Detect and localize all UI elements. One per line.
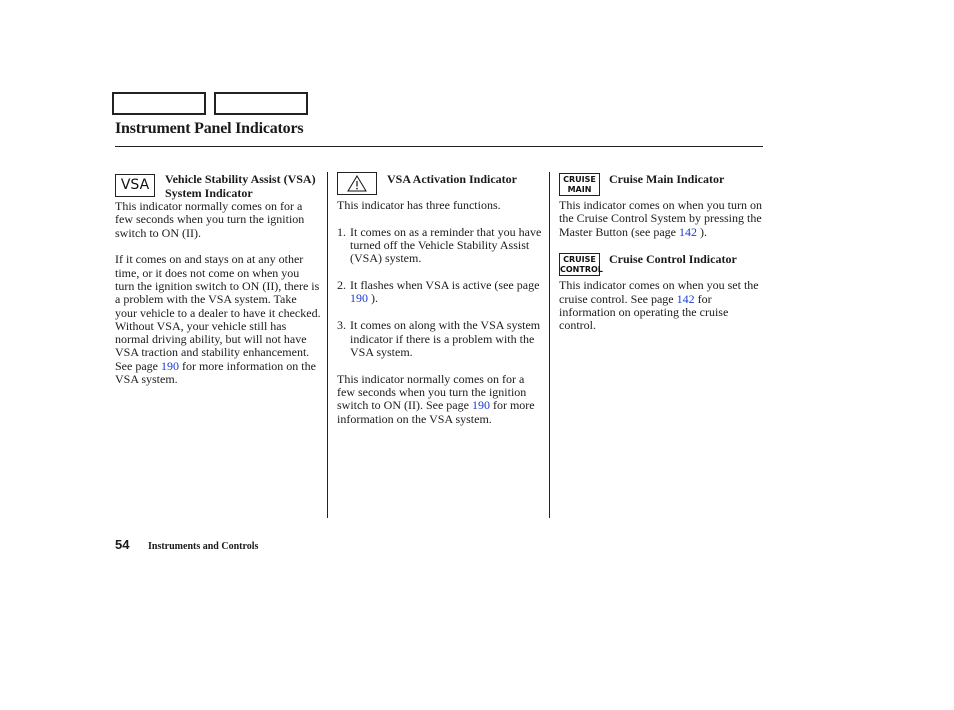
vsa-activation-list: [337, 226, 543, 359]
vsa-icon-label: VSA: [120, 177, 150, 193]
cruise-control-paragraph: This indicator comes on when you set the cruise control. See page 142 for information on operating the cruise control.: [559, 278, 759, 333]
vsa-system-heading-row: [115, 172, 321, 200]
page-title: Instrument Panel Indicators: [115, 120, 304, 137]
list-item: 2. It flashes when VSA is active (see page 190 ).: [337, 278, 540, 306]
cruise-main-heading-row: [559, 172, 763, 199]
vsa-activation-heading: VSA Activation Indicator: [387, 172, 518, 186]
page-number: 54: [115, 537, 130, 552]
vsa-activation-heading-row: [337, 172, 543, 199]
vsa-activation-intro: This indicator has three functions.: [337, 198, 501, 212]
vsa-system-paragraph-1: This indicator normally comes on for a few seconds when you turn the ignition switch to ON (II).: [115, 199, 305, 240]
cruise-control-heading-row: [559, 252, 763, 279]
list-item: 1. It comes on as a reminder that you have turned off the Vehicle Stability Assist (VSA) system.: [337, 224, 542, 266]
column-divider-1: [327, 172, 328, 518]
cruise-control-icon: CRUISE CONTROL: [559, 253, 600, 276]
page-link-142[interactable]: 142: [678, 224, 697, 239]
nav-tab-box-2[interactable]: [214, 92, 308, 115]
page-link-190[interactable]: 190: [350, 291, 368, 306]
section-name: Instruments and Controls: [148, 541, 259, 552]
column-divider-2: [549, 172, 550, 518]
cruise-main-icon: CRUISE MAIN: [559, 173, 600, 196]
page-link-190[interactable]: 190: [160, 358, 179, 373]
nav-tab-box-1[interactable]: [112, 92, 206, 115]
column-vsa-activation: [337, 172, 543, 439]
cruise-main-paragraph: This indicator comes on when you turn on the Cruise Control System by pressing the Master Button (see page 142 ).: [559, 198, 762, 239]
vsa-indicator-icon: [115, 174, 155, 197]
column-vsa-system: [115, 172, 321, 400]
column-cruise: [559, 172, 763, 346]
vsa-system-paragraph-2: If it comes on and stays on at any other time, or it does not come on when you turn the ignition switch to ON (II), there is a problem with the VSA system. Take your vehicle to a dealer to have it checked. Without VSA, your vehicle still has normal driving ability, but will not have VSA traction and stability enhancement. See page 190 for more information on the VSA system.: [115, 252, 321, 387]
list-item: 3. It comes on along with the VSA system indicator if there is a problem with the VSA system.: [337, 318, 541, 359]
page-link-142[interactable]: 142: [676, 291, 695, 306]
vsa-system-heading: Vehicle Stability Assist (VSA) System Indicator: [165, 172, 316, 200]
cruise-control-heading: Cruise Control Indicator: [609, 252, 737, 267]
cruise-main-heading: Cruise Main Indicator: [609, 172, 725, 186]
vsa-activation-paragraph: This indicator normally comes on for a few seconds when you turn the ignition switch to ON (II). See page 190 for more information on the VSA system.: [337, 371, 535, 426]
warning-triangle-icon: [337, 172, 377, 195]
page-link-190[interactable]: 190: [471, 398, 490, 413]
title-rule: [115, 146, 763, 147]
